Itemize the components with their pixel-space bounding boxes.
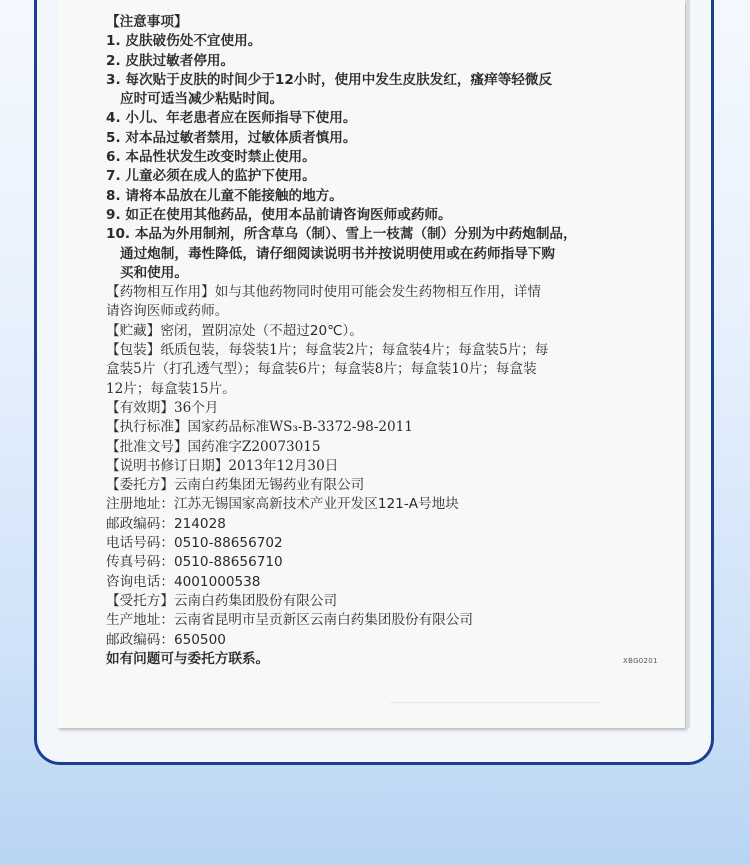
insert-line: 6. 本品性状发生改变时禁止使用。	[106, 149, 316, 166]
insert-line: 如有问题可与委托方联系。	[106, 650, 270, 667]
insert-line: 4. 小儿、年老患者应在医师指导下使用。	[106, 110, 357, 127]
insert-line: 2. 皮肤过敏者停用。	[106, 52, 235, 69]
insert-line: 7. 儿童必须在成人的监护下使用。	[106, 168, 316, 185]
insert-line: 电话号码：0510-88656702	[106, 535, 283, 552]
insert-line: 买和使用。	[120, 264, 188, 281]
insert-line: 1. 皮肤破伤处不宜使用。	[106, 33, 262, 50]
insert-line: 通过炮制，毒性降低，请仔细阅读说明书并按说明使用或在药师指导下购	[120, 245, 555, 262]
insert-line: 【包装】纸质包装，每袋装1片；每盒装2片；每盒装4片；每盒装5片；每	[106, 342, 549, 359]
insert-line: 传真号码：0510-88656710	[106, 554, 283, 571]
insert-line: 【药物相互作用】如与其他药物同时使用可能会发生药物相互作用，详情	[106, 284, 541, 301]
insert-line: 【批准文号】国药准字Z20073015	[106, 438, 321, 455]
insert-line: 咨询电话：4001000538	[106, 573, 261, 590]
insert-line: 9. 如正在使用其他药品，使用本品前请咨询医师或药师。	[106, 206, 452, 223]
insert-line: 应时可适当减少粘贴时间。	[120, 91, 284, 108]
insert-line: 【贮藏】密闭，置阴凉处（不超过20℃）。	[106, 322, 363, 339]
insert-line: 生产地址：云南省昆明市呈贡新区云南白药集团股份有限公司	[106, 612, 474, 629]
insert-line: 【说明书修订日期】2013年12月30日	[106, 457, 339, 474]
insert-line: 盒装5片（打孔透气型）；每盒装6片；每盒装8片；每盒装10片；每盒装	[106, 361, 537, 378]
insert-line: 5. 对本品过敏者禁用，过敏体质者慎用。	[106, 129, 357, 146]
insert-line: 8. 请将本品放在儿童不能接触的地方。	[106, 187, 343, 204]
package-insert-text	[106, 0, 696, 669]
insert-line: 注册地址：江苏无锡国家高新技术产业开发区121-A号地块	[106, 496, 459, 513]
insert-line: 邮政编码：214028	[106, 515, 226, 532]
insert-line: 【有效期】36个月	[106, 399, 219, 416]
insert-line: 邮政编码：650500	[106, 631, 226, 648]
insert-line: 【执行标准】国家药品标准WS₃-B-3372-98-2011	[106, 419, 413, 436]
insert-line: 10. 本品为外用制剂，所含草乌（制）、雪上一枝蒿（制）分别为中药炮制品，	[106, 226, 577, 243]
print-code: XBG0201	[623, 657, 658, 665]
insert-line: 【注意事项】	[106, 14, 188, 30]
faded-mark	[390, 702, 600, 719]
insert-line: 请咨询医师或药师。	[106, 303, 229, 320]
insert-line: 【受托方】云南白药集团股份有限公司	[106, 592, 338, 609]
insert-line: 12片；每盒装15片。	[106, 380, 236, 397]
insert-line: 3. 每次贴于皮肤的时间少于12小时，使用中发生皮肤发红，瘙痒等轻微反	[106, 71, 553, 88]
insert-line: 【委托方】云南白药集团无锡药业有限公司	[106, 477, 365, 494]
